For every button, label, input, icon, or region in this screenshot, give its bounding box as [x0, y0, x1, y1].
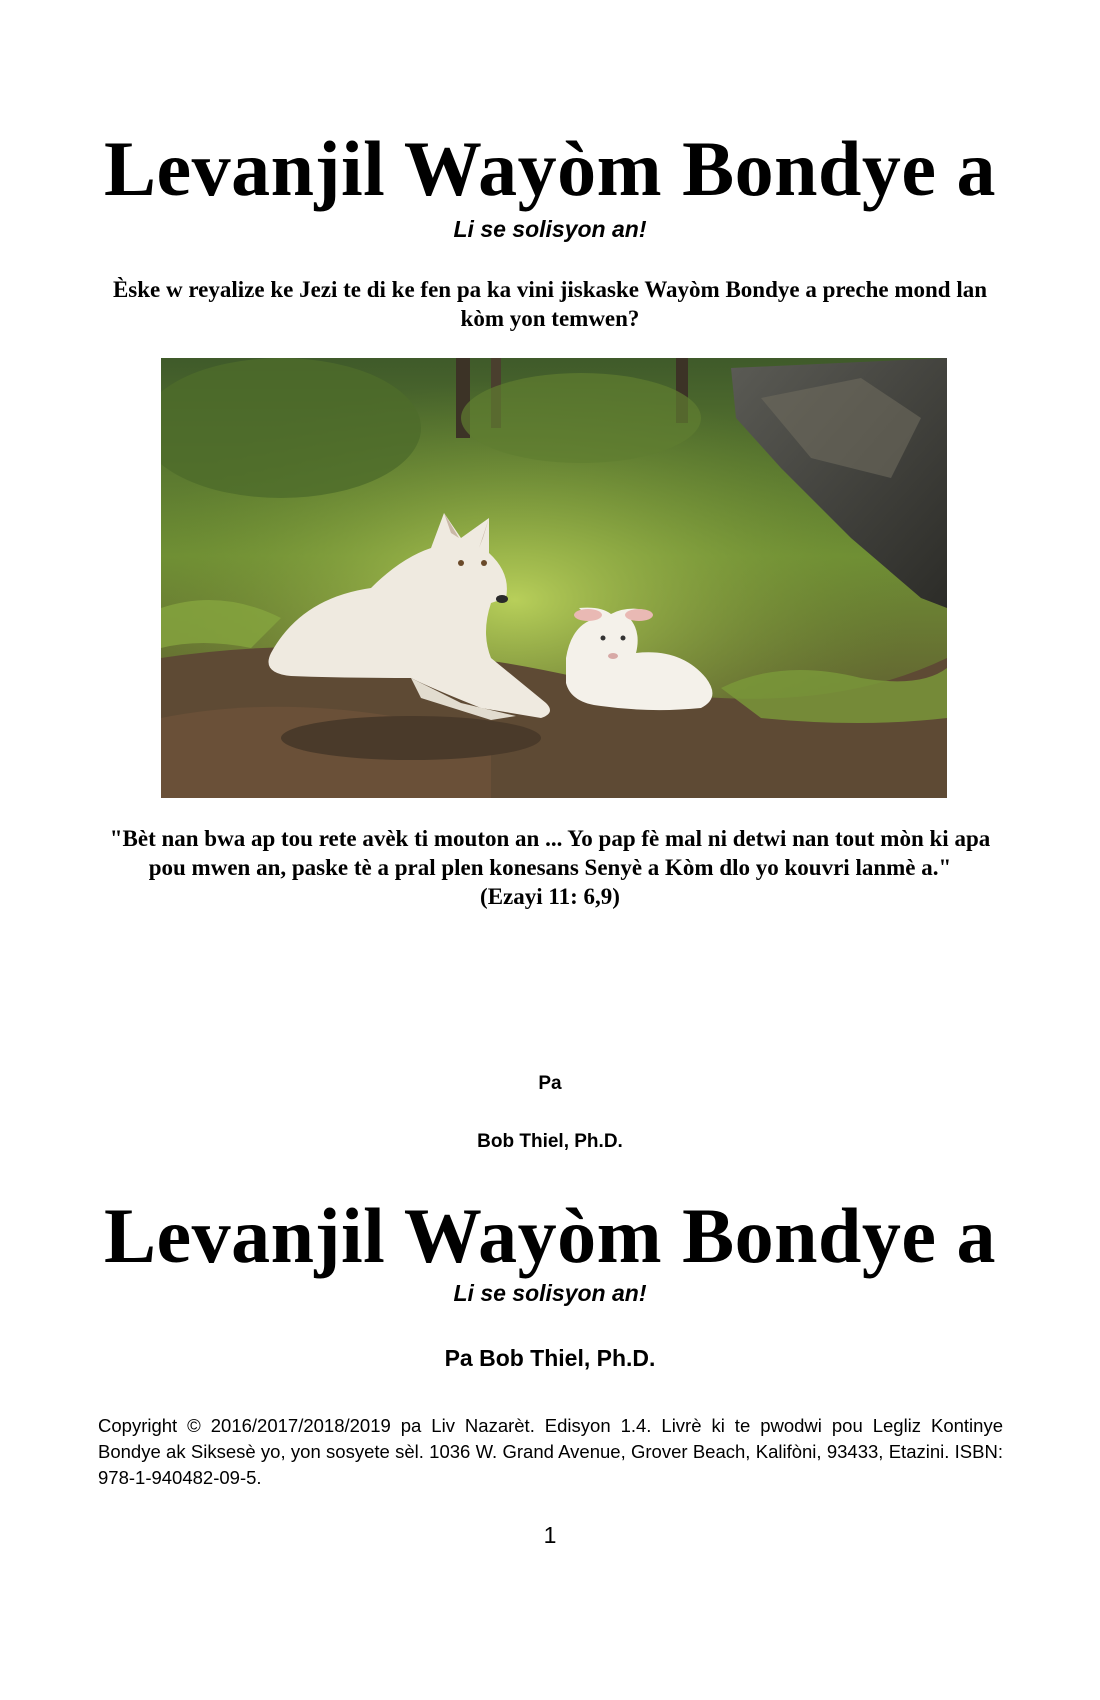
- wolf-and-lamb-illustration: [161, 358, 947, 798]
- scripture-reference: (Ezayi 11: 6,9): [480, 884, 620, 909]
- title-page-author: Pa Bob Thiel, Ph.D.: [444, 1345, 656, 1371]
- cover-title: Levanjil Wayòm Bondye a: [103, 125, 996, 212]
- cover-question: Èske w reyalize ke Jezi te di ke fen pa ka vini jiskaske Wayòm Bondye a preche mond lan kòm yon temwen?: [112, 277, 988, 331]
- title-page-title: Levanjil Wayòm Bondye a: [103, 1192, 996, 1279]
- title-page-subtitle: Li se solisyon an!: [453, 1280, 647, 1306]
- cover-subtitle: Li se solisyon an!: [453, 216, 647, 242]
- byline-author: Bob Thiel, Ph.D.: [477, 1131, 623, 1152]
- scripture-quote: "Bèt nan bwa ap tou rete avèk ti mouton an ... Yo pap fè mal ni detwi nan tout mòn ki apa pou mwen an, paske tè a pral plen konesans Senyè a Kòm dlo yo kouvri lanmè a.": [109, 826, 991, 880]
- copyright-notice: Copyright © 2016/2017/2018/2019 pa Liv Nazarèt. Edisyon 1.4. Livrè ki te pwodwi pou Legliz Kontinye Bondye ak Siksesè yo, yon sosyete sèl. 1036 W. Grand Avenue, Grover Beach, Kalifòni, 93433, Etazini. ISBN: 978-1-940482-09-5.: [98, 1415, 1003, 1488]
- byline-by: Pa: [538, 1073, 562, 1094]
- page-number: 1: [543, 1522, 557, 1548]
